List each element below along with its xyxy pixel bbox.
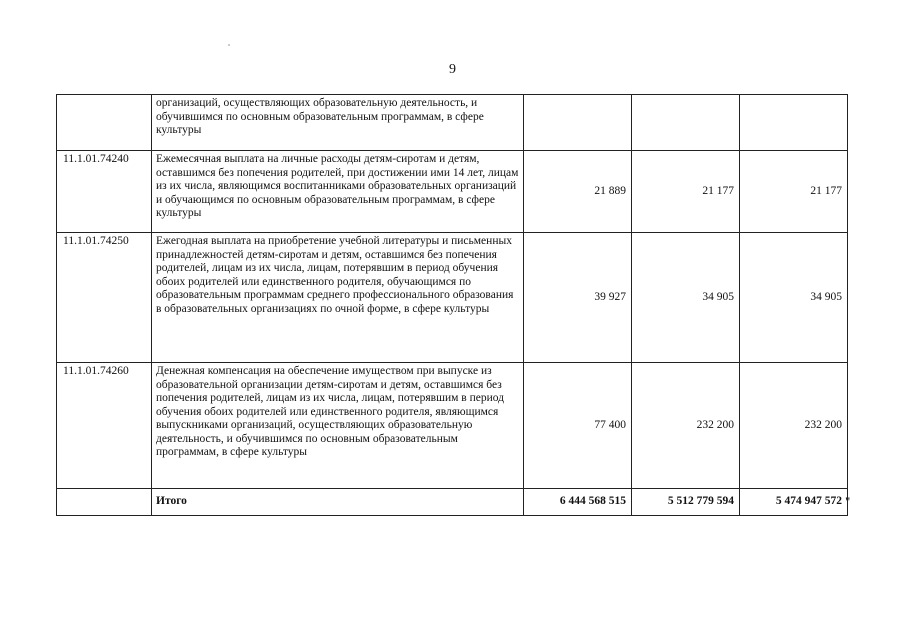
row-value-1: 39 927 [524,233,632,363]
row-description: Денежная компенсация на обеспечение имуществом при выпуске из образовательной организации детям-сиротам и детям, оставшимся без попечения родителей, лицам из их числа, лицам, потерявшим в период обучения обоих родителей или единственного родителя, являющимся выпускниками организаций, осуществляющих образовательную деятельность, и обучившимся по основным образовательным программам, в сфере культуры [152,363,524,489]
row-value-3 [740,95,848,151]
total-label: Итого [152,489,524,516]
table-row [57,151,848,233]
total-code-cell [57,489,152,516]
row-code [57,95,152,151]
row-value-2 [632,95,740,151]
table-row [57,233,848,363]
total-value-2: 5 512 779 594 [632,489,740,516]
row-value-1: 77 400 [524,363,632,489]
total-value-3: 5 474 947 572 [740,489,848,516]
closing-quote: " [845,494,851,509]
row-value-2: 21 177 [632,151,740,233]
row-description: организаций, осуществляющих образовательную деятельность, и обучившимся по основным образовательным программам, в сфере культуры [152,95,524,151]
row-value-3: 232 200 [740,363,848,489]
row-value-1 [524,95,632,151]
row-value-3: 21 177 [740,151,848,233]
row-value-2: 34 905 [632,233,740,363]
row-description: Ежегодная выплата на приобретение учебной литературы и письменных принадлежностей детям-сиротам и детям, оставшимся без попечения родителей, лицам из их числа, лицам, потерявшим в период обучения обоих родителей или единственного родителя, обучающимся по образовательным программам среднего профессионального образования в образовательных организациях по очной форме, в сфере культуры [152,233,524,363]
total-row [57,489,848,516]
row-value-2: 232 200 [632,363,740,489]
row-description: Ежемесячная выплата на личные расходы детям-сиротам и детям, оставшимся без попечения родителей, при достижении ими 14 лет, лицам из их числа, являющимся воспитанниками образовательных организаций и обучающимся по основным образовательным программам, в сфере культуры [152,151,524,233]
row-code: 11.1.01.74240 [57,151,152,233]
table-row [57,95,848,151]
page-number: 9 [449,62,456,77]
row-value-1: 21 889 [524,151,632,233]
row-code: 11.1.01.74260 [57,363,152,489]
total-value-1: 6 444 568 515 [524,489,632,516]
row-value-3: 34 905 [740,233,848,363]
table-row [57,363,848,489]
budget-table [56,94,851,516]
row-code: 11.1.01.74250 [57,233,152,363]
scan-speck [228,44,230,46]
